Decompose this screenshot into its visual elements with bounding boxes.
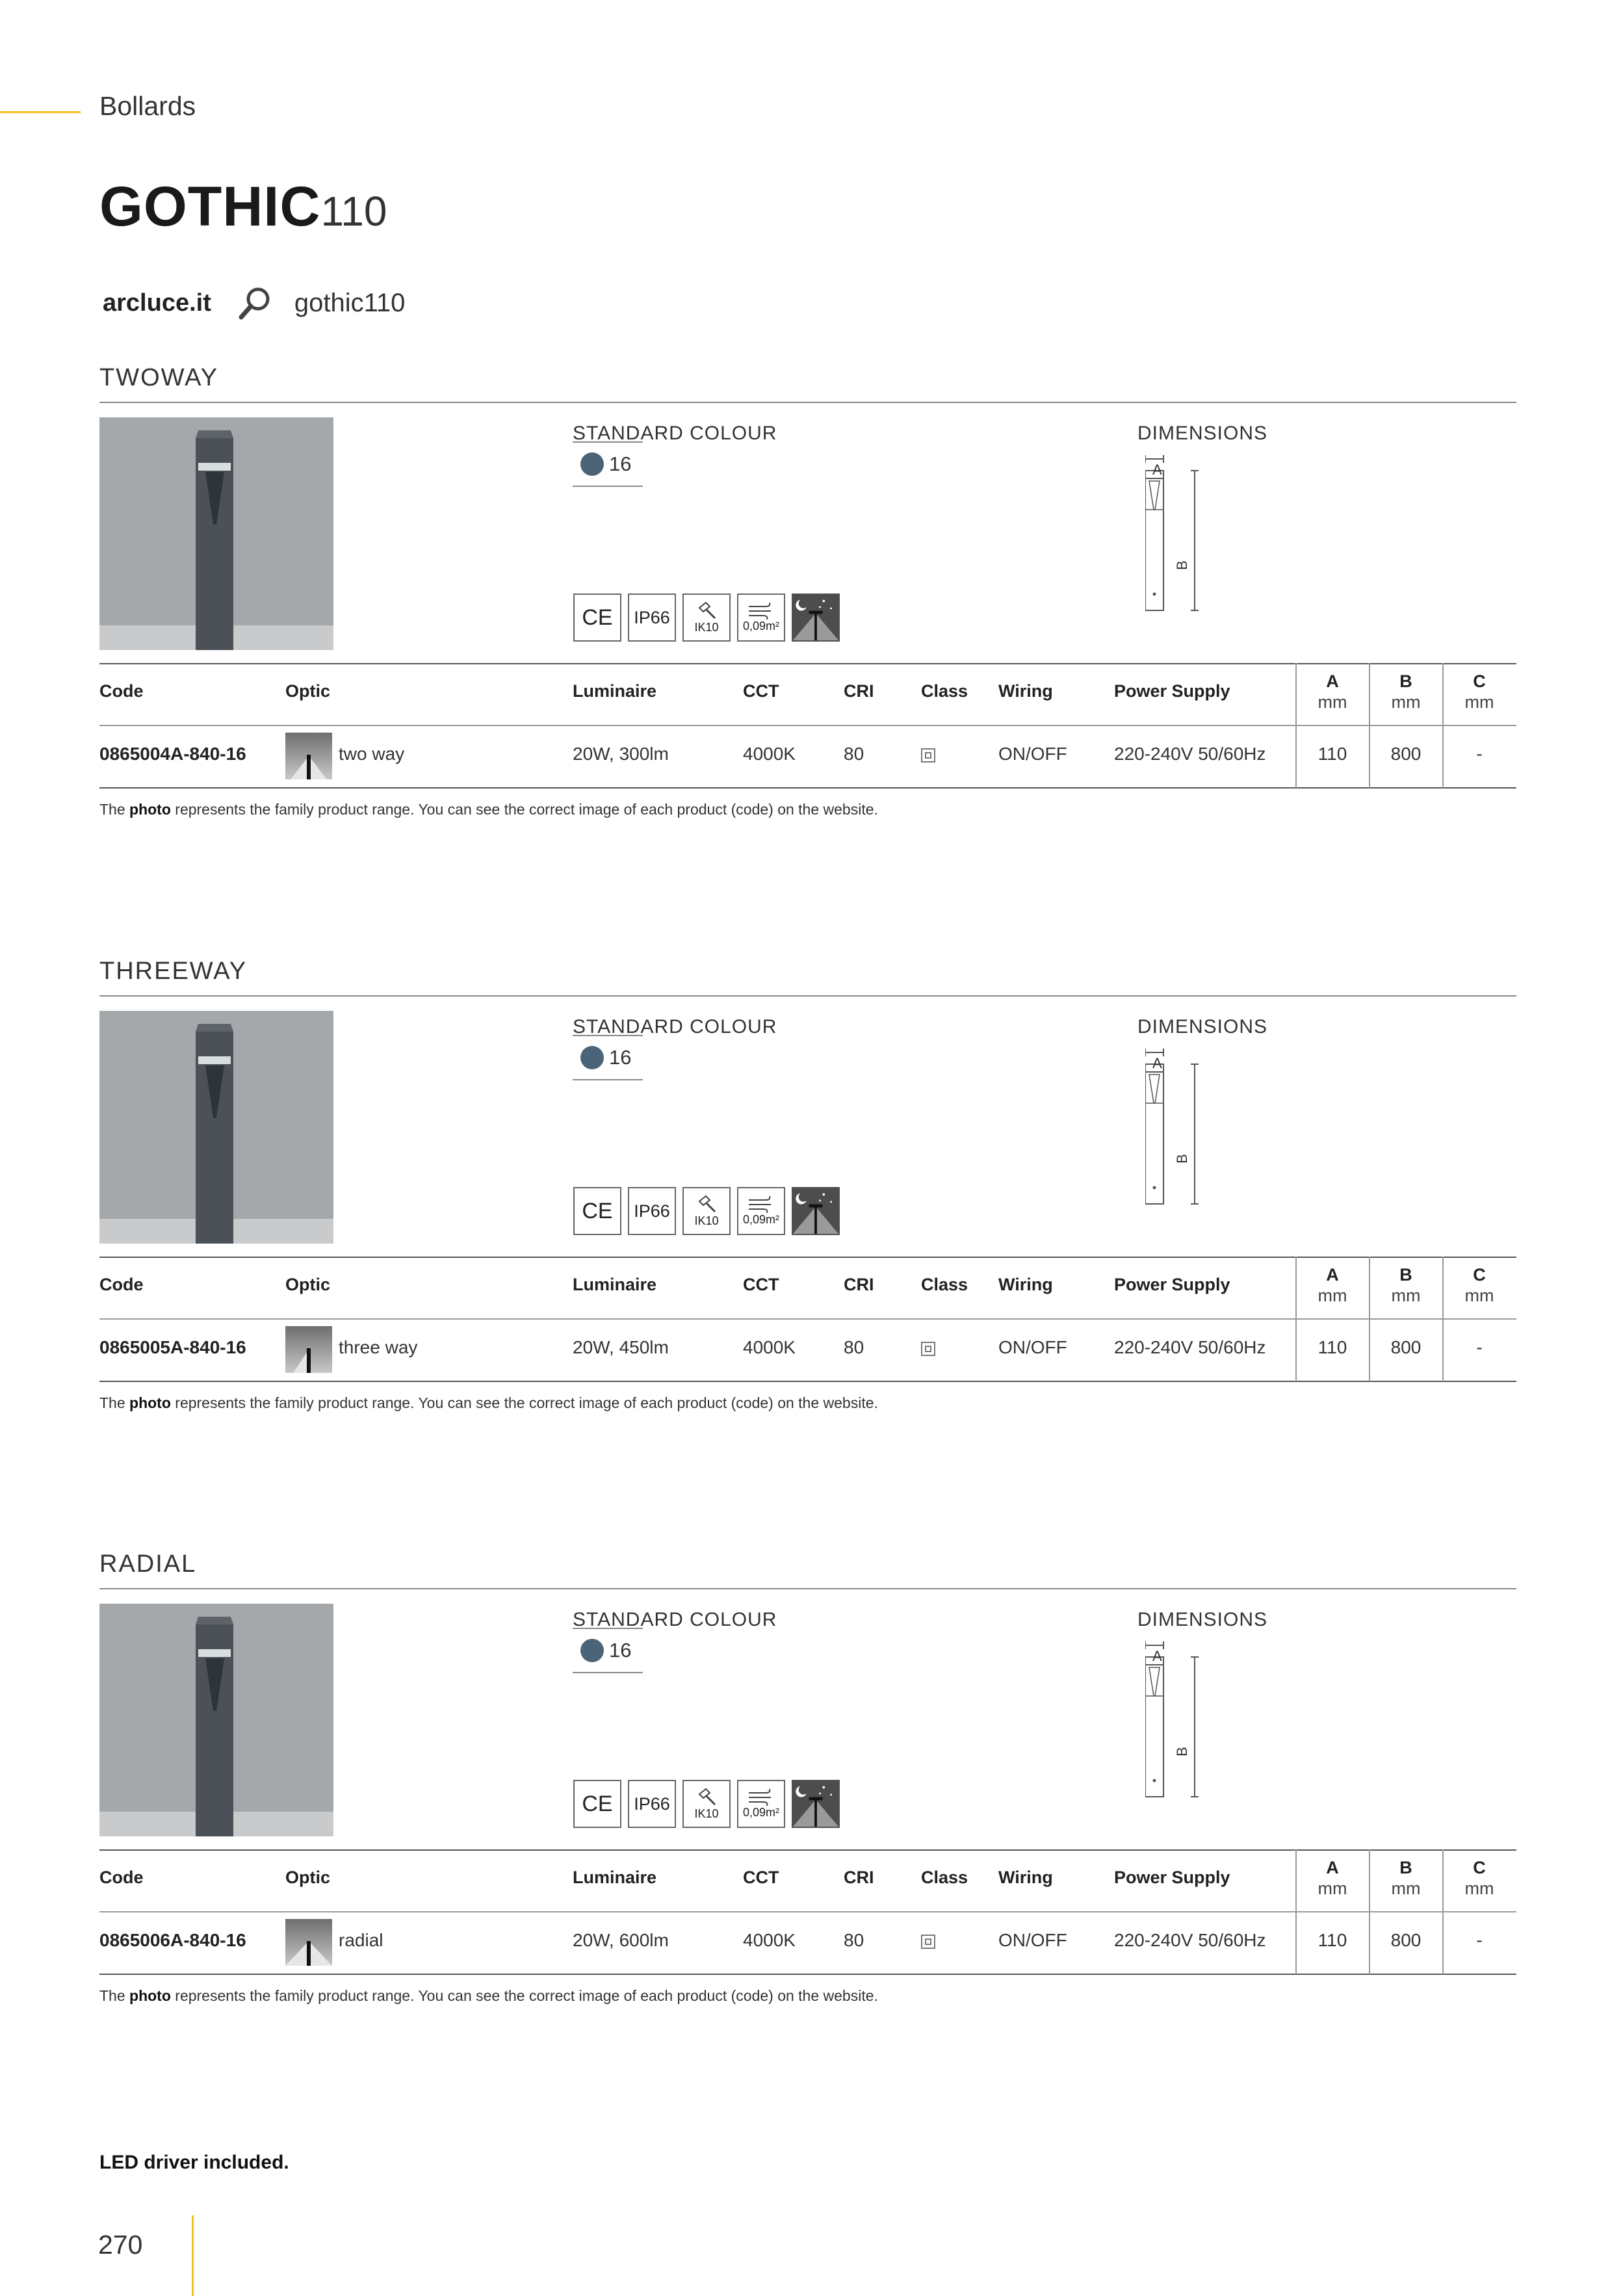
section-title: TWOWAY bbox=[99, 364, 218, 391]
class-ii-icon bbox=[921, 748, 935, 763]
header-dim-c-letter: C bbox=[1473, 1265, 1486, 1285]
photo-footnote bbox=[99, 1987, 878, 2005]
photo-footnote bbox=[99, 801, 878, 818]
wind-area-text: 0,09m² bbox=[742, 1805, 780, 1819]
footnote-post: represents the family product range. You can see the correct image of each product (code) on the website. bbox=[170, 1394, 878, 1411]
header-class: Class bbox=[921, 1275, 968, 1294]
header-dim-unit: mm bbox=[1464, 1879, 1494, 1898]
moon-stars-icon bbox=[792, 1188, 840, 1234]
dim-c-value: - bbox=[1476, 1930, 1483, 1950]
header-dim-a-letter: A bbox=[1326, 1858, 1339, 1877]
product-section bbox=[99, 958, 1516, 1491]
dimension-a-label: A bbox=[1152, 1648, 1163, 1664]
luminaire-value: 20W, 300lm bbox=[573, 744, 669, 764]
table-top-rule bbox=[99, 663, 1516, 664]
photo-footnote bbox=[99, 1394, 878, 1412]
header-dim-b bbox=[1370, 1264, 1442, 1306]
ik-rating-text: IK10 bbox=[694, 620, 719, 634]
table-top-rule bbox=[99, 1257, 1516, 1258]
ce-mark-icon: CE bbox=[573, 1780, 621, 1828]
product-photo bbox=[99, 1604, 333, 1836]
product-code[interactable]: 0865006A-840-16 bbox=[99, 1930, 246, 1950]
header-class: Class bbox=[921, 1868, 968, 1887]
header-dim-a bbox=[1297, 1264, 1368, 1306]
header-optic: Optic bbox=[285, 681, 331, 701]
header-cri: CRI bbox=[844, 1868, 874, 1887]
footnote-post: represents the family product range. You can see the correct image of each product (code) on the website. bbox=[170, 1987, 878, 2004]
colour-option[interactable] bbox=[573, 1628, 643, 1673]
dimensions-label: DIMENSIONS bbox=[1137, 1016, 1268, 1037]
ce-mark-icon: CE bbox=[573, 1187, 621, 1235]
dim-b-value: 800 bbox=[1390, 1337, 1422, 1357]
header-code: Code bbox=[99, 681, 144, 701]
header-dim-a-letter: A bbox=[1326, 1265, 1339, 1285]
product-section bbox=[99, 364, 1516, 897]
table-header-rule bbox=[99, 1318, 1516, 1320]
header-dim-unit: mm bbox=[1391, 1879, 1421, 1898]
section-divider bbox=[99, 402, 1516, 403]
header-power-supply: Power Supply bbox=[1114, 681, 1230, 701]
section-divider bbox=[99, 1588, 1516, 1589]
header-dim-c-letter: C bbox=[1473, 1858, 1486, 1877]
section-title: THREEWAY bbox=[99, 958, 248, 985]
footnote-bold: photo bbox=[129, 1394, 171, 1411]
night-light-icon bbox=[792, 1187, 840, 1235]
header-luminaire: Luminaire bbox=[573, 1868, 657, 1887]
table-bottom-rule bbox=[99, 787, 1516, 789]
product-code[interactable]: 0865004A-840-16 bbox=[99, 744, 246, 764]
dim-b-value: 800 bbox=[1390, 1930, 1422, 1950]
header-luminaire: Luminaire bbox=[573, 1275, 657, 1294]
optic-name: radial bbox=[339, 1930, 383, 1950]
section-title: RADIAL bbox=[99, 1550, 197, 1578]
header-dim-a-letter: A bbox=[1326, 672, 1339, 691]
power-supply-value: 220-240V 50/60Hz bbox=[1114, 1337, 1266, 1357]
header-luminaire: Luminaire bbox=[573, 681, 657, 701]
dimensions-label: DIMENSIONS bbox=[1137, 423, 1268, 444]
header-optic: Optic bbox=[285, 1868, 331, 1887]
dim-a-value: 110 bbox=[1318, 1930, 1347, 1950]
footnote-bold: photo bbox=[129, 801, 171, 818]
optic-icon bbox=[285, 733, 332, 779]
product-title-sub: 110 bbox=[320, 188, 387, 235]
header-dim-c bbox=[1444, 1857, 1515, 1899]
header-dim-unit: mm bbox=[1318, 1879, 1347, 1898]
product-code[interactable]: 0865005A-840-16 bbox=[99, 1337, 246, 1357]
power-supply-value: 220-240V 50/60Hz bbox=[1114, 1930, 1266, 1950]
header-dim-a bbox=[1297, 1857, 1368, 1899]
header-wiring: Wiring bbox=[998, 681, 1053, 701]
header-dim-unit: mm bbox=[1391, 692, 1421, 712]
page-number: 270 bbox=[98, 2230, 143, 2260]
header-dim-unit: mm bbox=[1464, 1286, 1494, 1305]
colour-option[interactable] bbox=[573, 441, 643, 487]
class-ii-icon bbox=[921, 1935, 935, 1949]
product-section bbox=[99, 1550, 1516, 2083]
cct-value: 4000K bbox=[743, 1337, 796, 1357]
wiring-value: ON/OFF bbox=[998, 1337, 1067, 1357]
dim-c-value: - bbox=[1476, 744, 1483, 764]
certification-icons bbox=[573, 1187, 840, 1235]
header-dim-c bbox=[1444, 1264, 1515, 1306]
power-supply-value: 220-240V 50/60Hz bbox=[1114, 744, 1266, 764]
colour-code: 16 bbox=[609, 452, 632, 475]
header-dim-c-letter: C bbox=[1473, 672, 1486, 691]
header-dim-b bbox=[1370, 671, 1442, 712]
header-dim-c bbox=[1444, 671, 1515, 712]
header-wiring: Wiring bbox=[998, 1275, 1053, 1294]
optic-icon bbox=[285, 1919, 332, 1966]
header-dim-b-letter: B bbox=[1399, 1265, 1412, 1285]
dimension-b-label: B bbox=[1173, 1153, 1190, 1164]
header-dim-unit: mm bbox=[1318, 692, 1347, 712]
header-power-supply: Power Supply bbox=[1114, 1275, 1230, 1294]
header-power-supply: Power Supply bbox=[1114, 1868, 1230, 1887]
web-search-hint bbox=[103, 286, 405, 320]
ik-rating-text: IK10 bbox=[694, 1807, 719, 1820]
footnote-pre: The bbox=[99, 1987, 130, 2004]
standard-colour-label: STANDARD COLOUR bbox=[573, 423, 777, 444]
optic-icon bbox=[285, 1326, 332, 1373]
header-code: Code bbox=[99, 1868, 144, 1887]
ik-rating-icon bbox=[682, 594, 731, 642]
class-ii-icon bbox=[921, 1342, 935, 1356]
led-driver-note: LED driver included. bbox=[99, 2152, 289, 2173]
ce-mark-icon: CE bbox=[573, 594, 621, 642]
wind-icon bbox=[747, 1789, 775, 1806]
table-header-rule bbox=[99, 1911, 1516, 1912]
table-bottom-rule bbox=[99, 1974, 1516, 1975]
optic-name: two way bbox=[339, 744, 405, 764]
wind-area-text: 0,09m² bbox=[742, 1212, 780, 1226]
moon-stars-icon bbox=[792, 595, 840, 640]
product-photo bbox=[99, 1011, 333, 1244]
night-light-icon bbox=[792, 1780, 840, 1828]
standard-colour-label: STANDARD COLOUR bbox=[573, 1609, 777, 1630]
table-bottom-rule bbox=[99, 1381, 1516, 1382]
dimension-b-label: B bbox=[1173, 560, 1190, 570]
cri-value: 80 bbox=[844, 1337, 864, 1357]
footnote-bold: photo bbox=[129, 1987, 171, 2004]
colour-option[interactable] bbox=[573, 1035, 643, 1080]
header-wiring: Wiring bbox=[998, 1868, 1053, 1887]
wind-area-icon bbox=[737, 594, 785, 642]
header-optic: Optic bbox=[285, 1275, 331, 1294]
category-accent-line bbox=[0, 111, 81, 113]
dim-b-value: 800 bbox=[1390, 744, 1422, 764]
product-title bbox=[99, 174, 387, 244]
header-cct: CCT bbox=[743, 681, 779, 701]
header-dim-unit: mm bbox=[1464, 692, 1494, 712]
cri-value: 80 bbox=[844, 1930, 864, 1950]
section-divider bbox=[99, 995, 1516, 997]
dim-c-value: - bbox=[1476, 1337, 1483, 1357]
colour-swatch bbox=[580, 1046, 604, 1069]
dimensions-label: DIMENSIONS bbox=[1137, 1609, 1268, 1630]
ip-rating-badge: IP66 bbox=[628, 1780, 676, 1828]
header-code: Code bbox=[99, 1275, 144, 1294]
certification-icons bbox=[573, 1780, 840, 1828]
hammer-icon bbox=[695, 1195, 718, 1214]
hammer-icon bbox=[695, 601, 718, 621]
dimension-a-label: A bbox=[1152, 1055, 1163, 1071]
footnote-pre: The bbox=[99, 801, 130, 818]
header-class: Class bbox=[921, 681, 968, 701]
ik-rating-icon bbox=[682, 1187, 731, 1235]
category-label: Bollards bbox=[99, 91, 196, 121]
cct-value: 4000K bbox=[743, 1930, 796, 1950]
table-top-rule bbox=[99, 1849, 1516, 1851]
footnote-pre: The bbox=[99, 1394, 130, 1411]
header-cri: CRI bbox=[844, 1275, 874, 1294]
header-cri: CRI bbox=[844, 681, 874, 701]
colour-code: 16 bbox=[609, 1046, 632, 1069]
header-dim-b bbox=[1370, 1857, 1442, 1899]
colour-swatch bbox=[580, 1639, 604, 1662]
search-query: gothic110 bbox=[294, 288, 406, 317]
table-header-rule bbox=[99, 725, 1516, 726]
page-accent-line bbox=[192, 2215, 194, 2296]
colour-swatch bbox=[580, 452, 604, 476]
header-dim-a bbox=[1297, 671, 1368, 712]
wind-area-icon bbox=[737, 1187, 785, 1235]
cri-value: 80 bbox=[844, 744, 864, 764]
header-dim-b-letter: B bbox=[1399, 1858, 1412, 1877]
header-dim-unit: mm bbox=[1391, 1286, 1421, 1305]
search-icon bbox=[236, 283, 275, 322]
hammer-icon bbox=[695, 1788, 718, 1807]
optic-name: three way bbox=[339, 1337, 418, 1357]
dimension-b-label: B bbox=[1173, 1746, 1190, 1756]
dim-a-value: 110 bbox=[1318, 1337, 1347, 1357]
header-cct: CCT bbox=[743, 1868, 779, 1887]
standard-colour-label: STANDARD COLOUR bbox=[573, 1016, 777, 1037]
wind-icon bbox=[747, 1196, 775, 1213]
header-dim-b-letter: B bbox=[1399, 672, 1412, 691]
wiring-value: ON/OFF bbox=[998, 1930, 1067, 1950]
website-link[interactable]: arcluce.it bbox=[103, 289, 211, 317]
wind-icon bbox=[747, 603, 775, 620]
footnote-post: represents the family product range. You can see the correct image of each product (code) on the website. bbox=[170, 801, 878, 818]
dimension-a-label: A bbox=[1152, 462, 1163, 478]
cct-value: 4000K bbox=[743, 744, 796, 764]
ip-rating-badge: IP66 bbox=[628, 594, 676, 642]
header-dim-unit: mm bbox=[1318, 1286, 1347, 1305]
dim-a-value: 110 bbox=[1318, 744, 1347, 764]
colour-code: 16 bbox=[609, 1639, 632, 1662]
moon-stars-icon bbox=[792, 1781, 840, 1827]
luminaire-value: 20W, 450lm bbox=[573, 1337, 669, 1357]
product-title-main: GOTHIC bbox=[99, 176, 321, 238]
product-photo bbox=[99, 417, 333, 650]
ik-rating-icon bbox=[682, 1780, 731, 1828]
certification-icons bbox=[573, 594, 840, 642]
header-cct: CCT bbox=[743, 1275, 779, 1294]
night-light-icon bbox=[792, 594, 840, 642]
wind-area-icon bbox=[737, 1780, 785, 1828]
wiring-value: ON/OFF bbox=[998, 744, 1067, 764]
luminaire-value: 20W, 600lm bbox=[573, 1930, 669, 1950]
ik-rating-text: IK10 bbox=[694, 1214, 719, 1227]
wind-area-text: 0,09m² bbox=[742, 619, 780, 633]
ip-rating-badge: IP66 bbox=[628, 1187, 676, 1235]
